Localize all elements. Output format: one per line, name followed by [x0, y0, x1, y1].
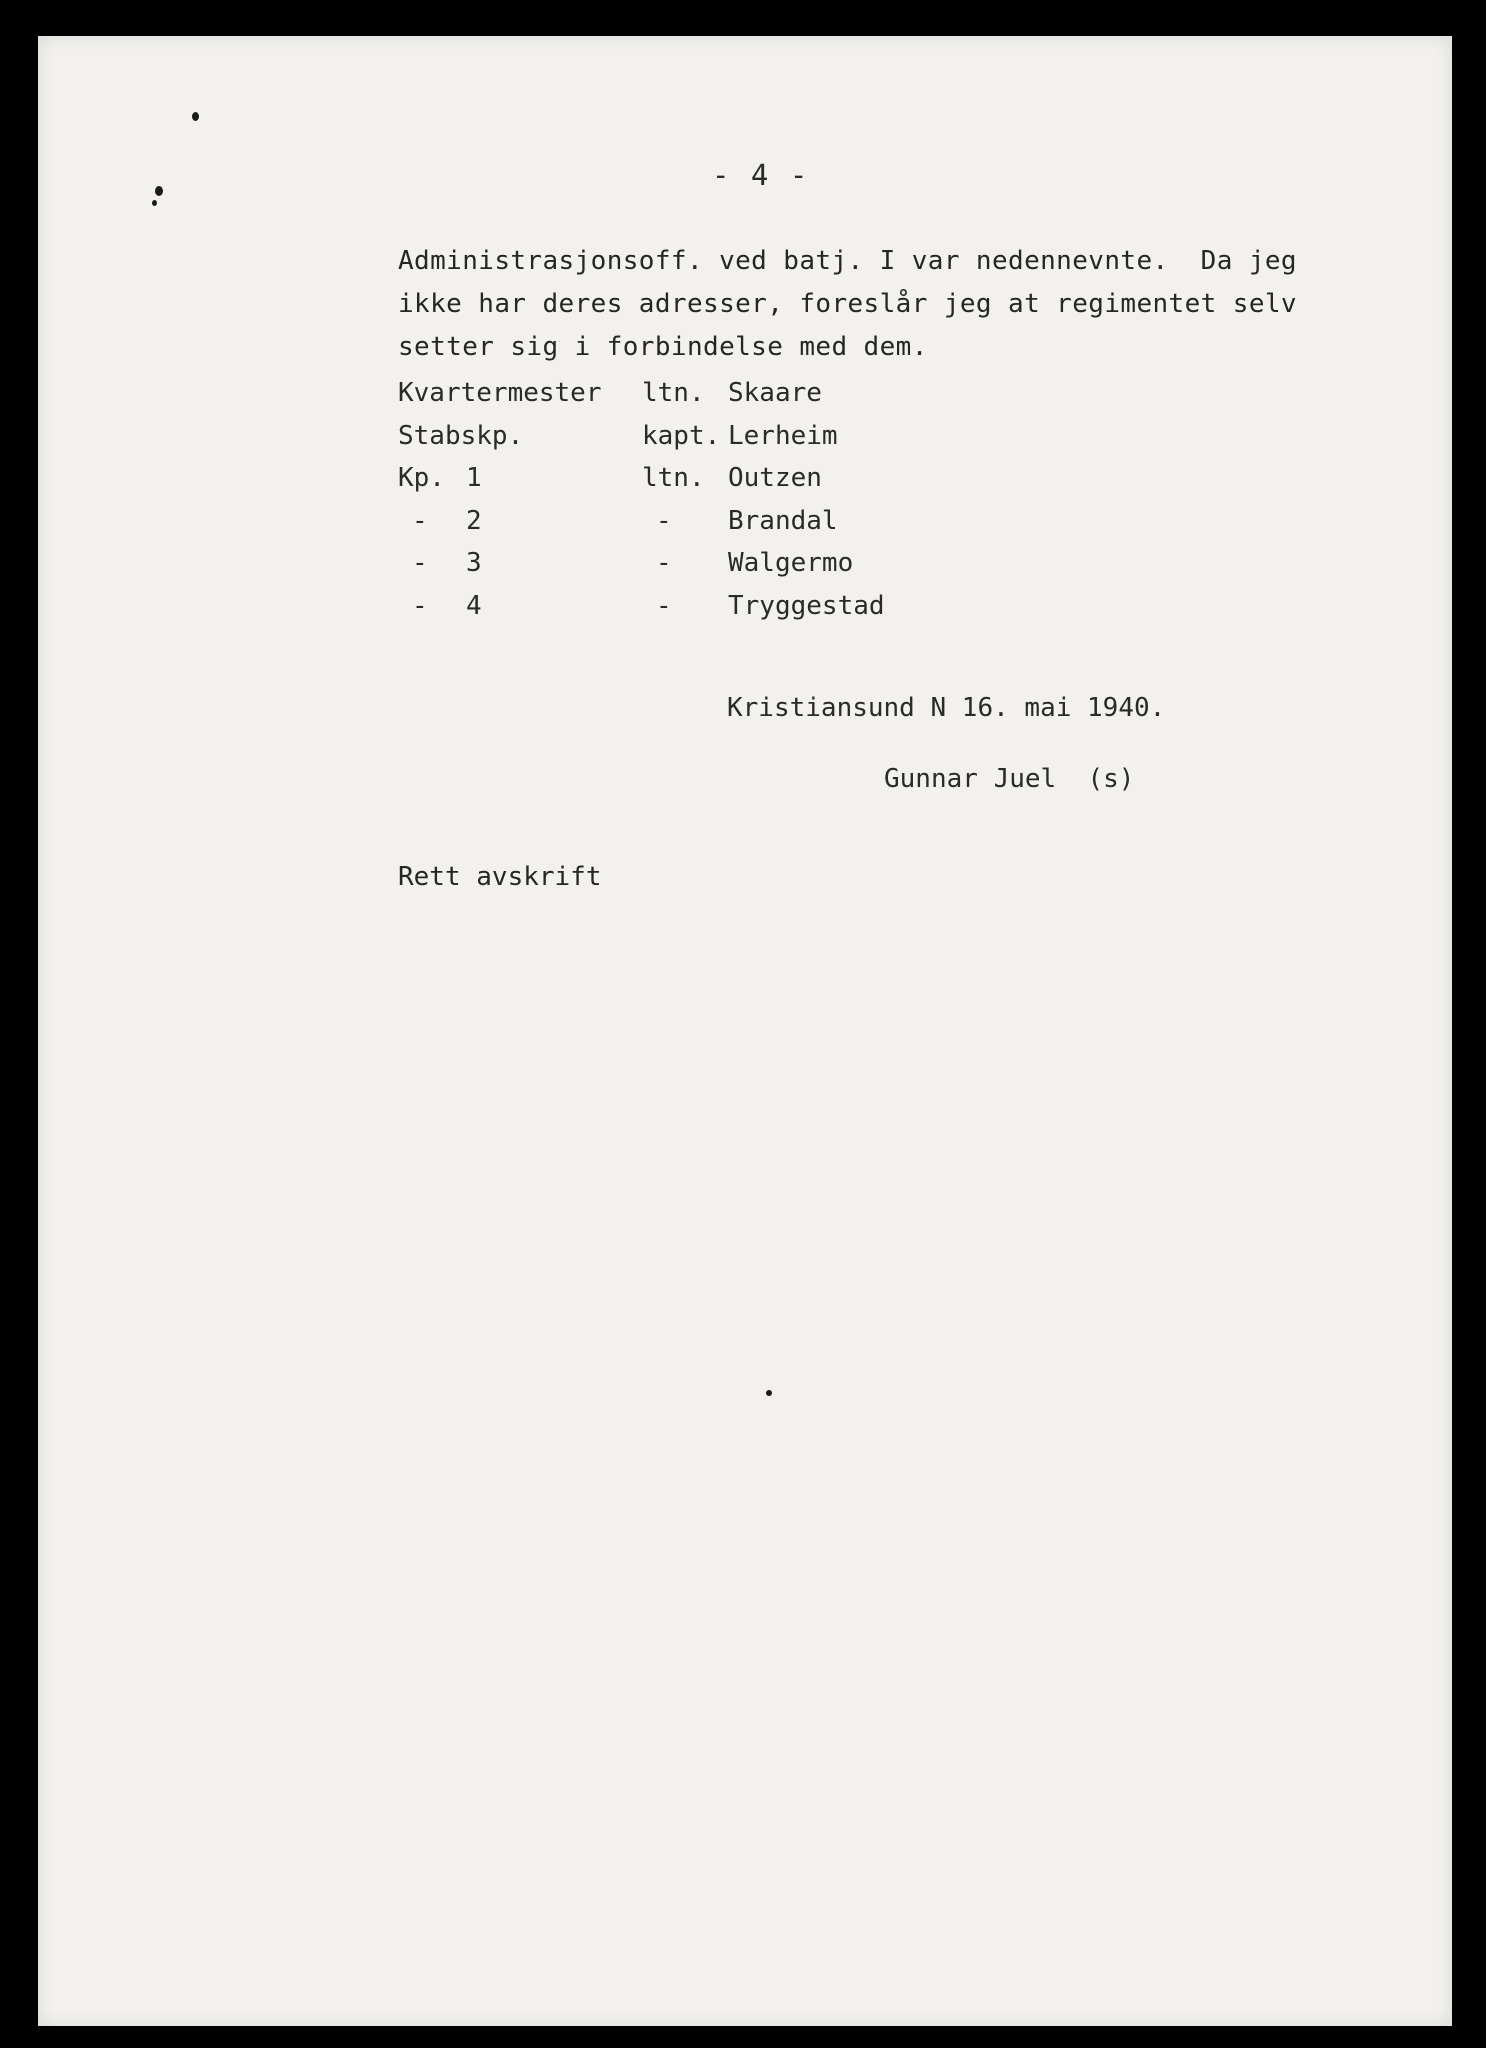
ink-speck: [155, 186, 163, 196]
ink-speck: [192, 112, 199, 121]
roster-row: [398, 378, 822, 421]
roster-row: [398, 505, 838, 549]
paragraph-line: Administrasjonsoff. ved batj. I var nedennevnte. Da jeg: [398, 246, 1297, 276]
officer-roster: [398, 378, 885, 633]
attestation-note: Rett avskrift: [398, 862, 602, 892]
roster-name: Walgermo: [728, 548, 854, 578]
roster-name: Lerheim: [728, 420, 838, 451]
roster-rank: ltn.: [642, 463, 705, 493]
roster-row: [398, 548, 854, 591]
roster-row: [398, 420, 838, 464]
roster-unit: Kvartermester: [398, 378, 602, 408]
paragraph-line: setter sig i forbindelse med dem.: [398, 332, 928, 362]
roster-name: Brandal: [728, 505, 838, 536]
roster-name: Outzen: [728, 463, 822, 493]
roster-rank: ltn.: [642, 378, 705, 408]
roster-name: Skaare: [728, 378, 822, 408]
roster-unit-number: 3: [466, 548, 482, 578]
roster-rank: -: [656, 590, 672, 621]
roster-row: [398, 590, 885, 634]
ink-speck: [766, 1390, 772, 1396]
roster-unit-number: 4: [466, 590, 482, 621]
roster-rank: -: [656, 548, 672, 578]
roster-unit-number: 1: [466, 463, 482, 493]
page-number: - 4 -: [712, 158, 810, 192]
body-paragraph: [398, 240, 1398, 369]
signature-line: Gunnar Juel (s): [884, 764, 1135, 794]
paragraph-line: ikke har deres adresser, foreslår jeg at regimentet selv: [398, 289, 1297, 319]
roster-unit: -: [412, 505, 428, 536]
roster-name: Tryggestad: [728, 590, 885, 621]
roster-unit: Stabskp.: [398, 420, 524, 451]
roster-rank: -: [656, 505, 672, 536]
roster-row: [398, 463, 822, 506]
roster-unit: -: [412, 590, 428, 621]
roster-rank: kapt.: [642, 420, 721, 451]
roster-unit: Kp.: [398, 463, 445, 493]
place-and-date: Kristiansund N 16. mai 1940.: [727, 693, 1166, 723]
roster-unit-number: 2: [466, 505, 482, 536]
roster-unit: -: [412, 548, 428, 578]
ink-speck: [152, 200, 157, 206]
